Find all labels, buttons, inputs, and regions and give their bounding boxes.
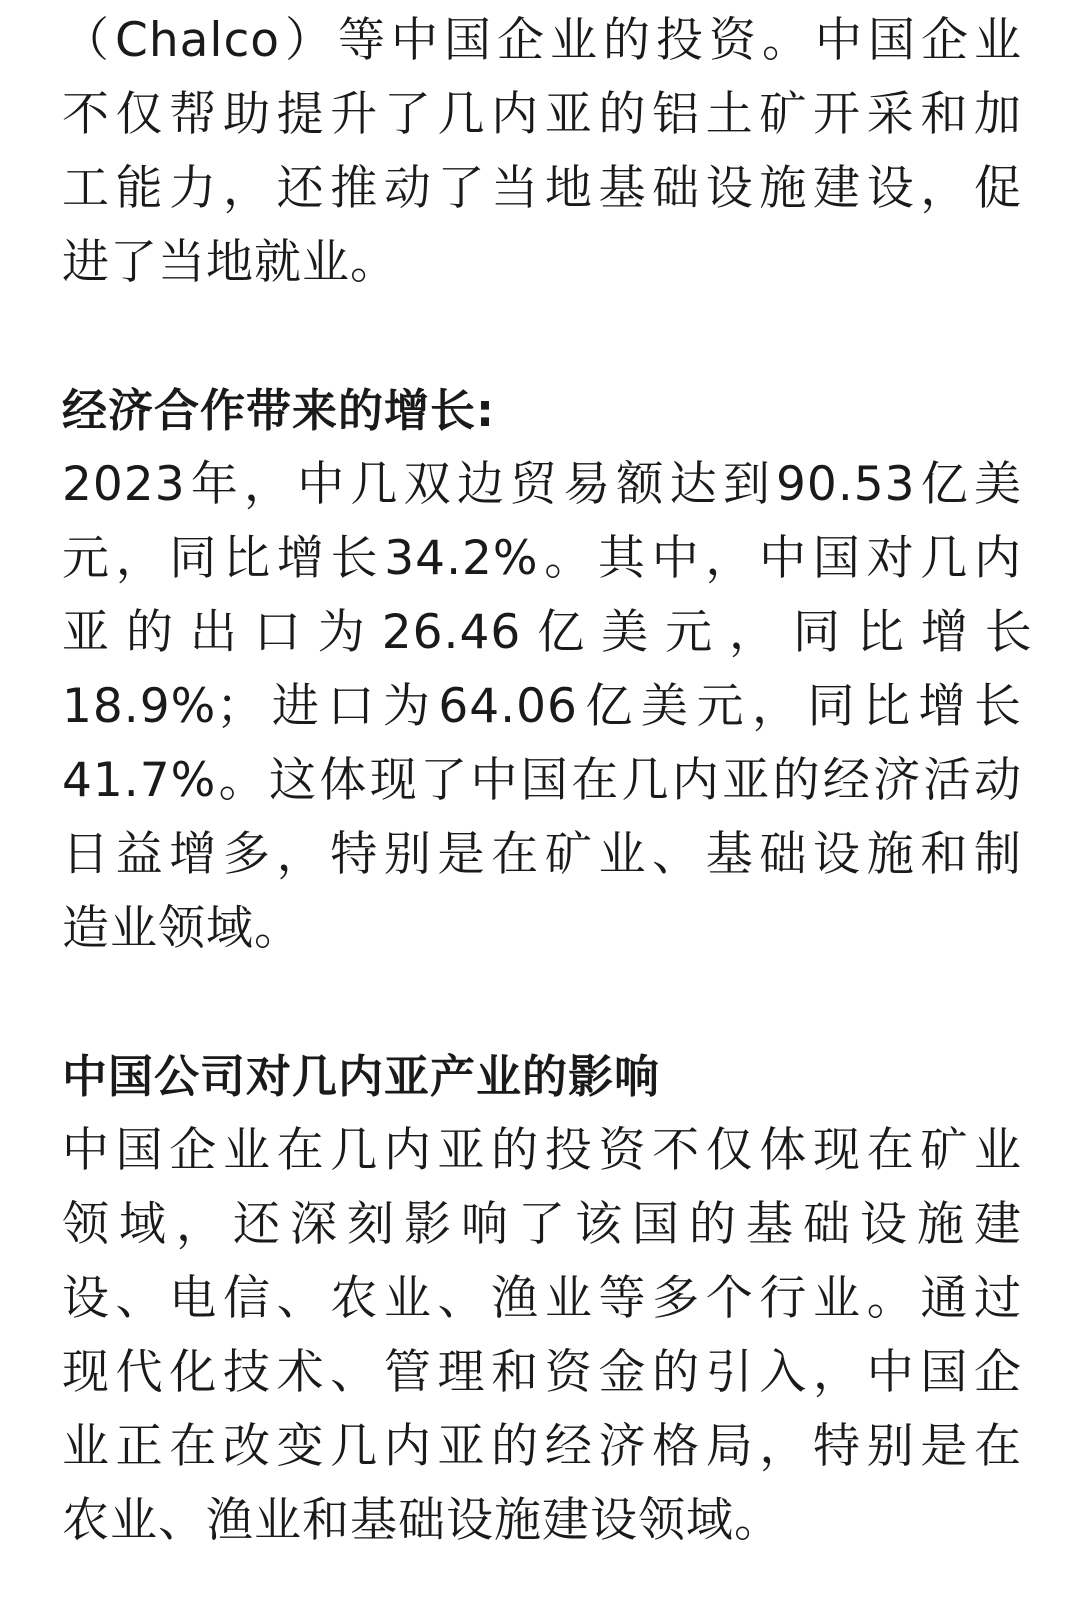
trade-paragraph (62, 448, 1033, 966)
paragraph-line: 业正在改变几内亚的经济格局，特别是在 (62, 1419, 1022, 1474)
paragraph-line: 领域，还深刻影响了该国的基础设施建 (62, 1197, 1022, 1252)
intro-paragraph (62, 4, 1022, 300)
paragraph-line: 日益增多，特别是在矿业、基础设施和制 (62, 827, 1022, 882)
paragraph-line: 造业领域。 (62, 901, 302, 956)
article-body (62, 0, 1033, 1558)
paragraph-line: 不仅帮助提升了几内亚的铝土矿开采和加 (62, 87, 1022, 142)
paragraph-gap (62, 300, 1022, 374)
paragraph-line: 41.7%。这体现了中国在几内亚的经济活动 (62, 753, 1022, 808)
paragraph-line: （Chalco）等中国企业的投资。中国企业 (62, 13, 1022, 68)
paragraph-line: 18.9%；进口为64.06亿美元，同比增长 (62, 679, 1022, 734)
paragraph-line: 工能力，还推动了当地基础设施建设，促 (62, 161, 1022, 216)
paragraph-gap (62, 966, 1022, 1040)
paragraph-line: 进了当地就业。 (62, 235, 398, 290)
paragraph-line: 农业、渔业和基础设施建设领域。 (62, 1493, 782, 1548)
paragraph-line: 亚 的 出 口 为 26.46 亿 美 元 ， 同 比 增 长 (62, 605, 1033, 660)
paragraph-line: 现代化技术、管理和资金的引入，中国企 (62, 1345, 1022, 1400)
paragraph-line: 设、电信、农业、渔业等多个行业。通过 (62, 1271, 1022, 1326)
paragraph-line: 元，同比增长34.2%。其中，中国对几内 (62, 531, 1022, 586)
industry-paragraph (62, 1114, 1022, 1558)
industry-section-heading: 中国公司对几内亚产业的影响 (62, 1050, 661, 1103)
paragraph-line: 2023年，中几双边贸易额达到90.53亿美 (62, 457, 1022, 512)
trade-section-heading: 经济合作带来的增长: (62, 384, 495, 437)
paragraph-line: 中国企业在几内亚的投资不仅体现在矿业 (62, 1123, 1022, 1178)
